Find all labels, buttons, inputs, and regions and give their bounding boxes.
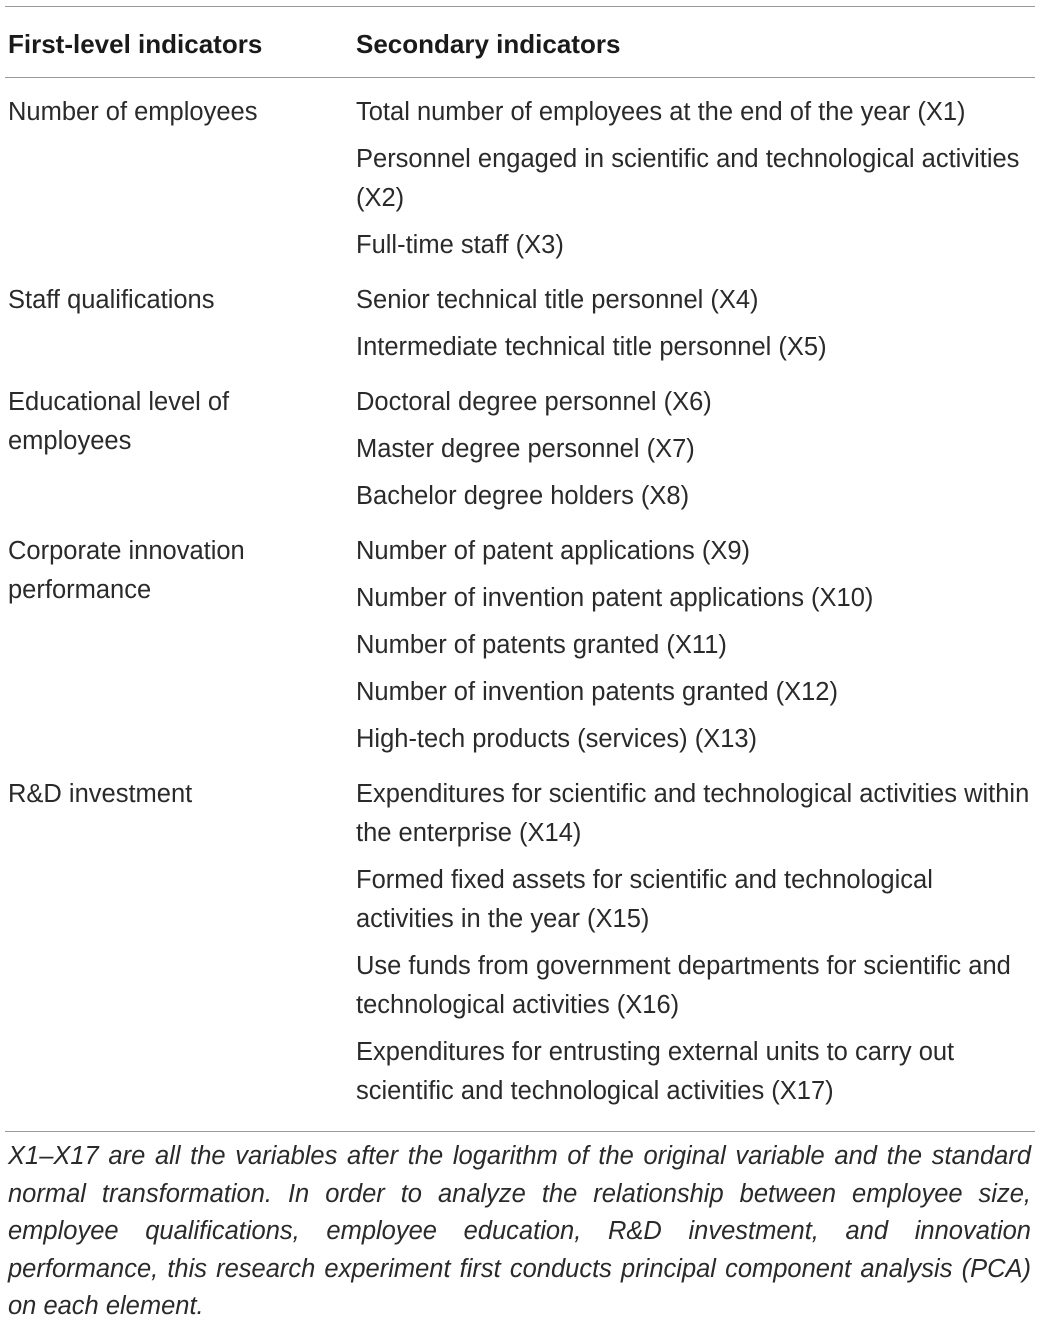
first-level-cell: Staff qualifications (8, 286, 215, 314)
secondary-indicator: High-tech products (services) (X13) (356, 725, 758, 753)
header-row (5, 7, 1035, 77)
secondary-indicator: Expenditures for entrusting external units to carry out scientific and technological activities (X17) (356, 1038, 955, 1105)
indicators-body (5, 78, 1035, 1119)
secondary-indicator: Expenditures for scientific and technological activities within the enterprise (X14) (356, 780, 1030, 847)
header-secondary: Secondary indicators (356, 29, 621, 59)
secondary-cell (356, 375, 1035, 524)
table-row (5, 273, 1035, 375)
secondary-indicator: Use funds from government departments for scientific and technological activities (X16) (356, 952, 1011, 1019)
table-row (5, 524, 1035, 767)
secondary-indicator: Number of invention patent applications (X10) (356, 584, 874, 612)
secondary-cell (356, 273, 1035, 375)
table-row (5, 375, 1035, 524)
secondary-indicator: Full-time staff (X3) (356, 231, 564, 259)
first-level-cell: Number of employees (8, 98, 258, 126)
first-level-cell: Corporate innovation performance (8, 537, 245, 604)
secondary-indicator: Number of patent applications (X9) (356, 537, 751, 565)
secondary-indicator: Senior technical title personnel (X4) (356, 286, 759, 314)
first-level-cell: Educational level of employees (8, 388, 230, 455)
secondary-indicator: Number of patents granted (X11) (356, 631, 727, 659)
indicator-table (5, 6, 1041, 1326)
indicators-table (5, 7, 1035, 77)
secondary-indicator: Master degree personnel (X7) (356, 435, 695, 463)
secondary-cell (356, 767, 1035, 1119)
secondary-indicator: Intermediate technical title personnel (X5) (356, 333, 827, 361)
secondary-cell (356, 524, 1035, 767)
secondary-indicator: Formed fixed assets for scientific and technological activities in the year (X15) (356, 866, 933, 933)
table-row (5, 767, 1035, 1119)
table-row (5, 78, 1035, 273)
first-level-cell: R&D investment (8, 780, 193, 808)
secondary-indicator: Bachelor degree holders (X8) (356, 482, 690, 510)
secondary-indicator: Total number of employees at the end of the year (X1) (356, 98, 966, 126)
secondary-indicator: Doctoral degree personnel (X6) (356, 388, 712, 416)
secondary-indicator: Number of invention patents granted (X12) (356, 678, 838, 706)
table-footnote: X1–X17 are all the variables after the logarithm of the original variable and the standard normal transformation. In order to analyze the relationship between employee size, employee qualifications, employee education, R&D investment, and innovation performance, this research experiment first conducts principal component analysis (PCA) on each element. (8, 1142, 1031, 1320)
header-first-level: First-level indicators (8, 29, 263, 59)
secondary-indicator: Personnel engaged in scientific and technological activities (X2) (356, 145, 1020, 212)
secondary-cell (356, 78, 1035, 273)
